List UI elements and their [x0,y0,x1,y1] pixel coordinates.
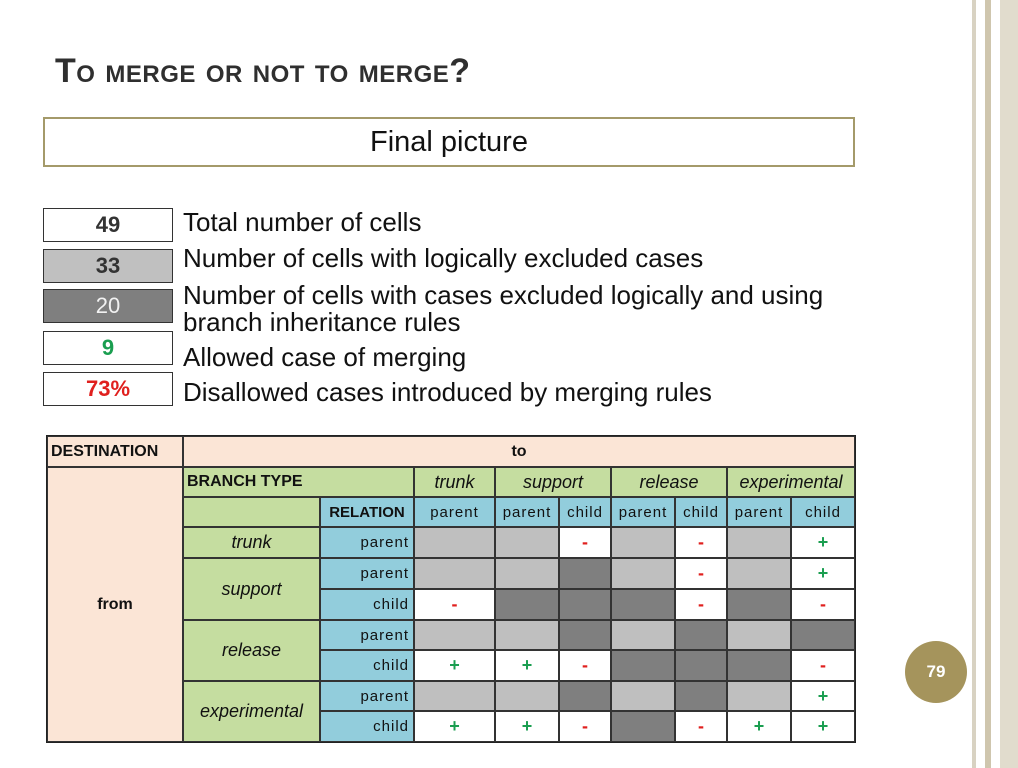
matrix-cell [559,620,611,650]
col-relation: child [675,497,727,527]
matrix-cell: - [559,527,611,558]
slide-title: To merge or not to merge? [55,52,471,90]
matrix-cell [414,527,495,558]
matrix-cell [727,589,791,620]
matrix-cell: - [559,711,611,742]
branch-type-header: BRANCH TYPE [183,467,414,497]
destination-header: DESTINATION [47,436,183,467]
relation-spacer [183,497,320,527]
matrix-cell [611,620,675,650]
legend-total-label: Total number of cells [183,207,422,237]
col-branch-experimental: experimental [727,467,855,497]
matrix-cell [727,681,791,711]
border-stripe [1000,0,1018,768]
row-relation: parent [320,527,414,558]
border-stripe [972,0,976,768]
page-number-badge: 79 [905,641,967,703]
matrix-cell: + [414,650,495,681]
legend-logical-value: 33 [43,249,173,283]
matrix-cell: - [791,650,855,681]
matrix-cell [414,558,495,589]
row-branch-trunk: trunk [183,527,320,558]
matrix-cell [414,681,495,711]
legend-disallowed-label: Disallowed cases introduced by merging rules [183,377,712,407]
col-relation: child [559,497,611,527]
matrix-cell [495,681,559,711]
col-branch-support: support [495,467,611,497]
matrix-cell [495,527,559,558]
matrix-cell: - [559,650,611,681]
matrix-cell [559,589,611,620]
slide-subtitle: Final picture [43,117,855,167]
row-relation: parent [320,681,414,711]
matrix-cell [675,620,727,650]
matrix-cell [495,620,559,650]
col-relation: parent [727,497,791,527]
matrix-cell: + [495,711,559,742]
matrix-cell: + [791,681,855,711]
matrix-cell [727,558,791,589]
row-relation: child [320,650,414,681]
matrix-cell [727,650,791,681]
matrix-cell: + [727,711,791,742]
col-relation: parent [495,497,559,527]
col-branch-trunk: trunk [414,467,495,497]
legend-inheritance-label: Number of cells with cases excluded logically and using branch inheritance rules [183,280,824,337]
matrix-cell [675,650,727,681]
matrix-cell: + [414,711,495,742]
col-relation: parent [611,497,675,527]
row-relation: parent [320,620,414,650]
legend-inheritance-value: 20 [43,289,173,323]
col-branch-release: release [611,467,727,497]
matrix-cell [611,589,675,620]
row-branch-release: release [183,620,320,681]
row-branch-support: support [183,558,320,620]
to-header: to [183,436,855,467]
matrix-cell: - [414,589,495,620]
row-relation: child [320,589,414,620]
matrix-cell: + [791,527,855,558]
border-stripe [985,0,991,768]
matrix-cell [559,558,611,589]
matrix-cell [675,681,727,711]
matrix-cell [727,527,791,558]
merge-matrix [46,435,856,743]
from-header: from [47,467,183,742]
matrix-cell [611,527,675,558]
matrix-cell [559,681,611,711]
legend-logical-label: Number of cells with logically excluded cases [183,243,704,273]
row-relation: child [320,711,414,742]
matrix-cell [611,711,675,742]
legend-disallowed-value: 73% [43,372,173,406]
matrix-cell: + [495,650,559,681]
matrix-cell [791,620,855,650]
matrix-cell [611,681,675,711]
legend-allowed-label: Allowed case of merging [183,342,467,372]
matrix-cell: - [675,558,727,589]
matrix-cell [414,620,495,650]
matrix-cell: + [791,558,855,589]
row-branch-experimental: experimental [183,681,320,742]
col-relation: child [791,497,855,527]
matrix-cell: - [675,711,727,742]
matrix-cell [495,589,559,620]
matrix-cell [727,620,791,650]
matrix-cell: - [675,527,727,558]
legend-allowed-value: 9 [43,331,173,365]
matrix-cell [611,650,675,681]
matrix-cell: - [791,589,855,620]
legend-total-value: 49 [43,208,173,242]
relation-header: RELATION [320,497,414,527]
matrix-cell: - [675,589,727,620]
row-relation: parent [320,558,414,589]
matrix-cell [611,558,675,589]
matrix-cell [495,558,559,589]
matrix-cell: + [791,711,855,742]
col-relation: parent [414,497,495,527]
